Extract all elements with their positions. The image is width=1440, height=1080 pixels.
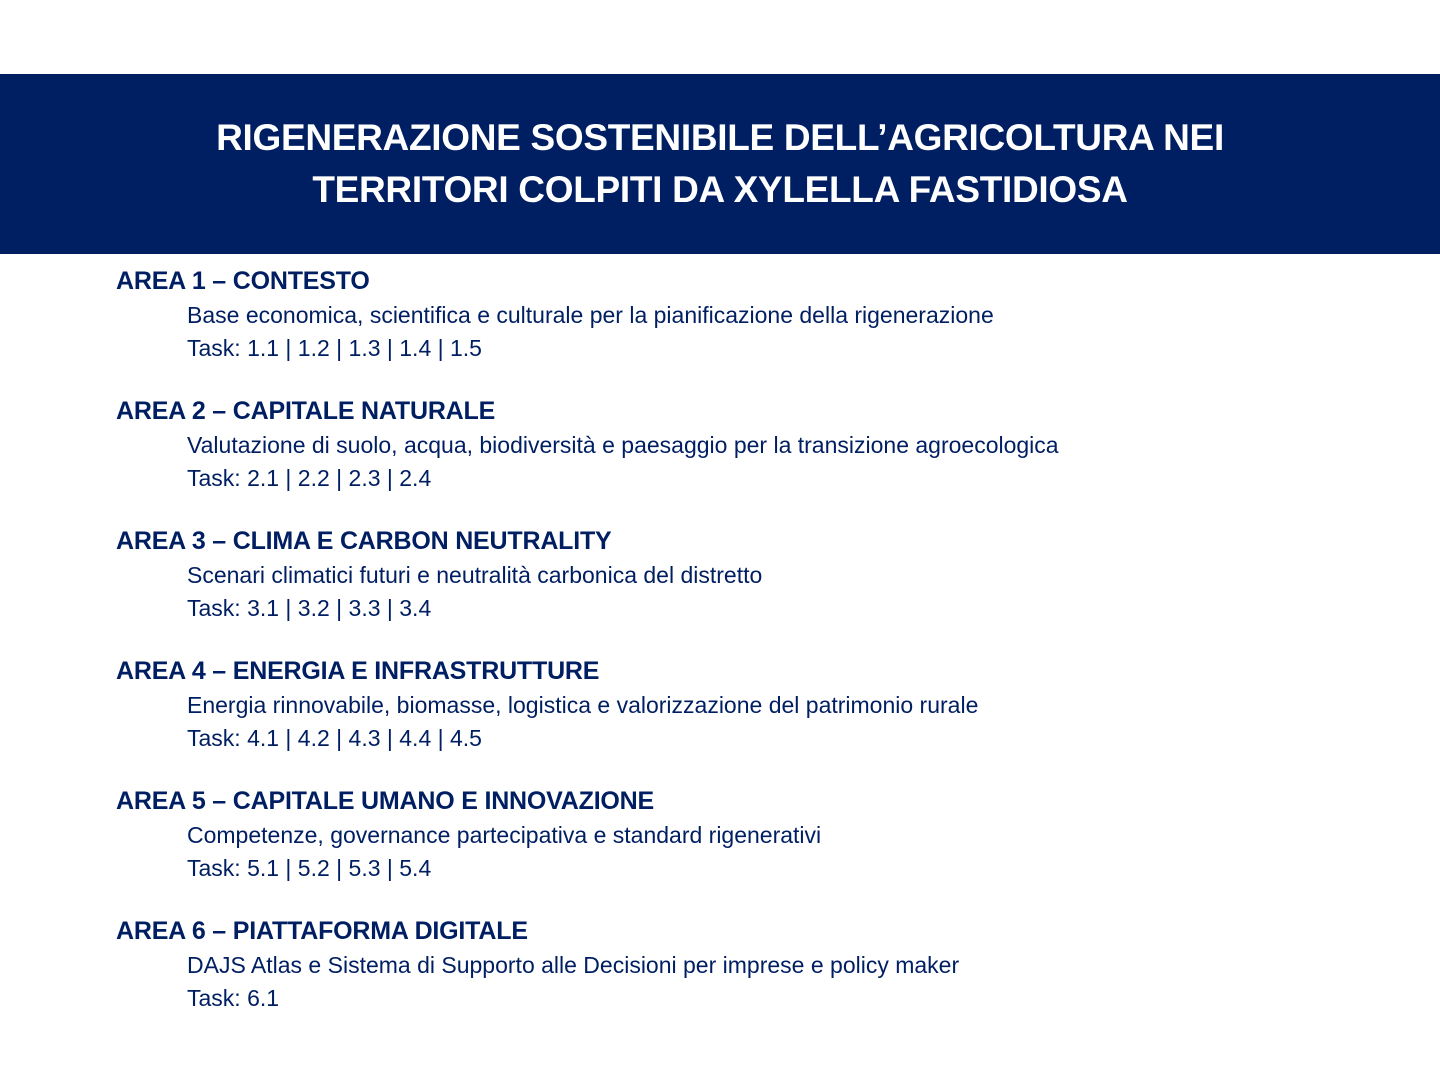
area-description: Energia rinnovabile, biomasse, logistica e valorizzazione del patrimonio rurale (187, 692, 979, 718)
area-3 (116, 523, 1356, 653)
area-tasks: Task: 2.1 | 2.2 | 2.3 | 2.4 (187, 465, 432, 491)
area-tasks: Task: 1.1 | 1.2 | 1.3 | 1.4 | 1.5 (187, 335, 482, 361)
area-tasks: Task: 3.1 | 3.2 | 3.3 | 3.4 (187, 595, 432, 621)
area-heading: AREA 6 – PIATTAFORMA DIGITALE (116, 917, 528, 945)
area-description: Competenze, governance partecipativa e standard rigenerativi (187, 822, 822, 848)
area-1 (116, 263, 1356, 393)
slide-title-line-2: TERRITORI COLPITI DA XYLELLA FASTIDIOSA (312, 169, 1128, 210)
area-heading: AREA 2 – CAPITALE NATURALE (116, 397, 496, 425)
area-list (116, 263, 1356, 1043)
area-2 (116, 393, 1356, 523)
area-description: Valutazione di suolo, acqua, biodiversità e paesaggio per la transizione agroecologica (187, 432, 1059, 458)
area-heading: AREA 3 – CLIMA E CARBON NEUTRALITY (116, 527, 612, 555)
area-description: Base economica, scientifica e culturale per la pianificazione della rigenerazione (187, 302, 994, 328)
area-heading: AREA 5 – CAPITALE UMANO E INNOVAZIONE (116, 787, 655, 815)
title-banner (0, 74, 1440, 254)
area-heading: AREA 4 – ENERGIA E INFRASTRUTTURE (116, 657, 600, 685)
area-6 (116, 913, 1356, 1043)
area-5 (116, 783, 1356, 913)
area-4 (116, 653, 1356, 783)
slide-title-line-1: RIGENERAZIONE SOSTENIBILE DELL’AGRICOLTURA NEI (216, 117, 1224, 158)
area-description: Scenari climatici futuri e neutralità carbonica del distretto (187, 562, 763, 588)
area-tasks: Task: 6.1 (187, 985, 280, 1011)
area-description: DAJS Atlas e Sistema di Supporto alle Decisioni per imprese e policy maker (187, 952, 960, 978)
area-tasks: Task: 4.1 | 4.2 | 4.3 | 4.4 | 4.5 (187, 725, 482, 751)
area-heading: AREA 1 – CONTESTO (116, 267, 370, 295)
area-tasks: Task: 5.1 | 5.2 | 5.3 | 5.4 (187, 855, 432, 881)
